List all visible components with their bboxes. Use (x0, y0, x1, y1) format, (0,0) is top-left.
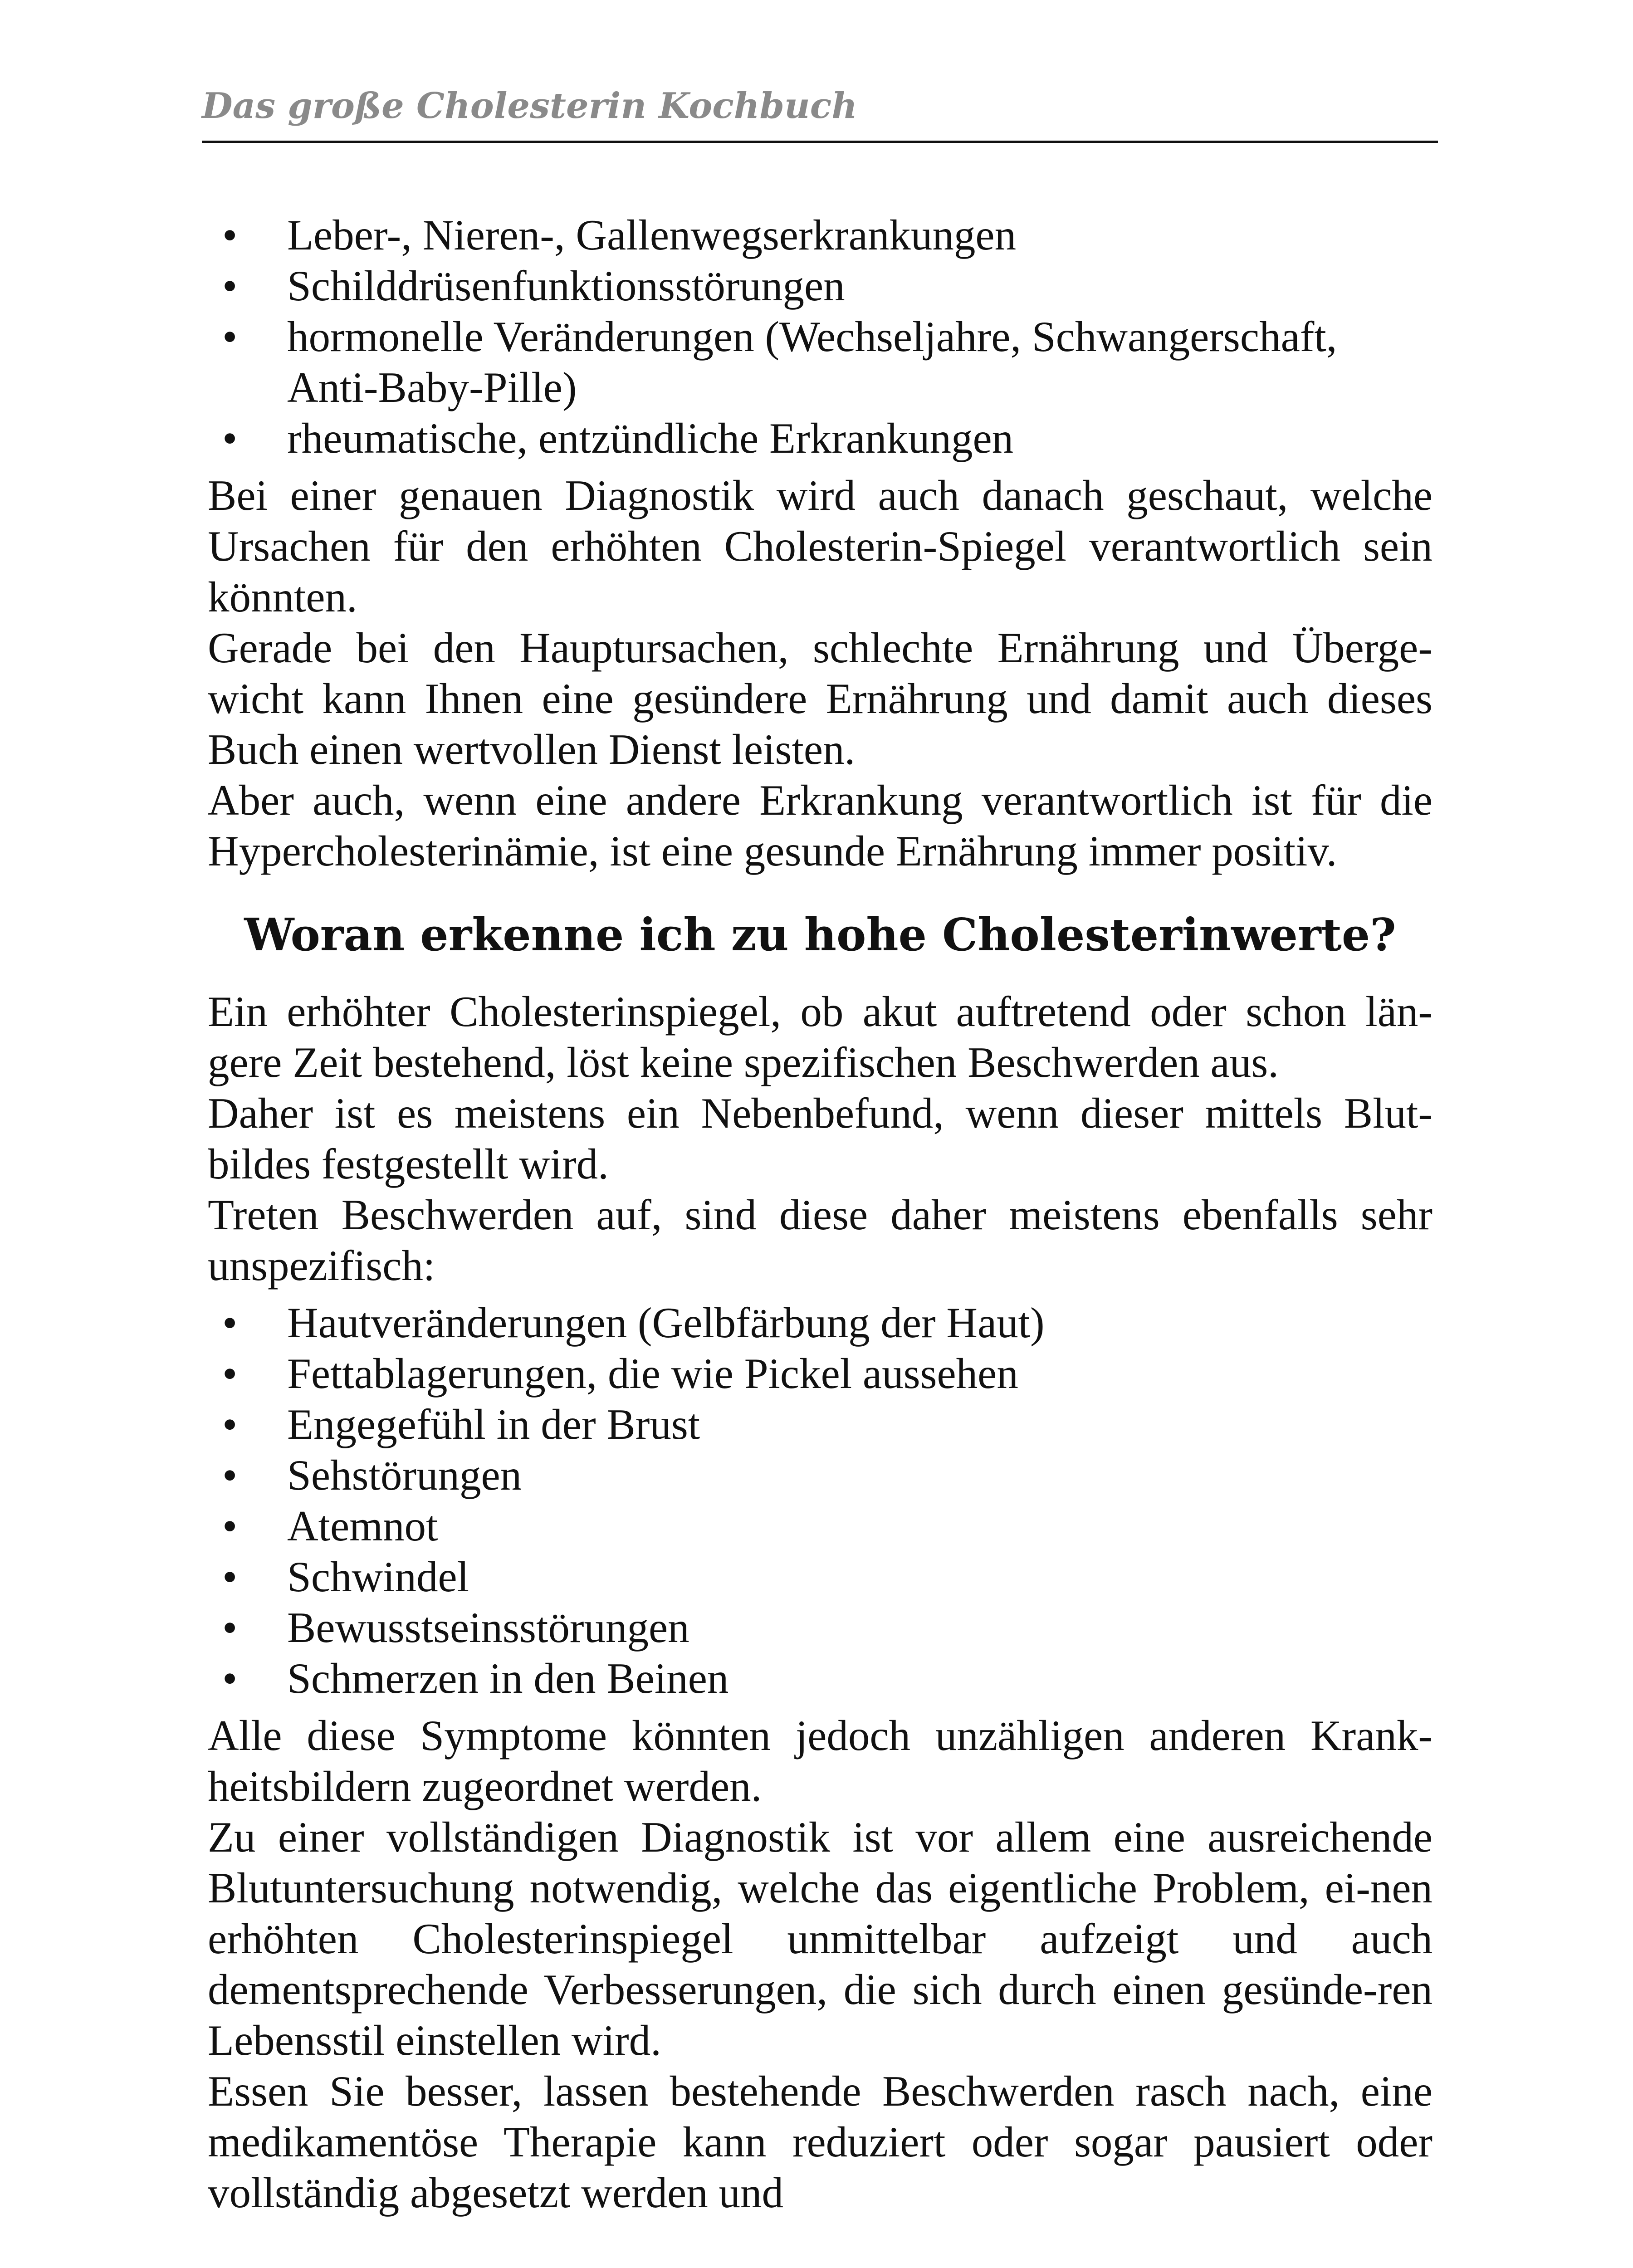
list-item (208, 1450, 1433, 1501)
paragraph: Aber auch, wenn eine andere Erkrankung verantwortlich ist für die Hypercholesterinämie, ist eine gesunde Ernährung immer positiv. (208, 776, 1433, 875)
bullet-icon: • (222, 1502, 238, 1550)
causes-list (208, 210, 1433, 464)
bullet-icon: • (222, 1400, 238, 1448)
symptoms-list (208, 1297, 1433, 1704)
list-item-text: rheumatische, entzündliche Erkrankungen (287, 414, 1014, 462)
bullet-icon: • (222, 1603, 238, 1652)
list-item (208, 311, 1433, 413)
bullet-icon: • (222, 1349, 238, 1398)
list-item (208, 1602, 1433, 1653)
list-item-text: Schmerzen in den Beinen (287, 1654, 729, 1702)
list-item-text: Schilddrüsenfunktionsstörungen (287, 262, 845, 310)
list-item (208, 1551, 1433, 1602)
list-item-text: Leber-, Nieren-, Gallenwegserkrankungen (287, 211, 1017, 259)
bullet-icon: • (222, 1654, 238, 1702)
bullet-icon: • (222, 262, 238, 310)
paragraph: Treten Beschwerden auf, sind diese daher meistens ebenfalls sehr unspezifisch: (208, 1191, 1433, 1290)
list-item-text: Bewusstseinsstörungen (287, 1603, 689, 1652)
list-item (208, 1501, 1433, 1551)
list-item-text: Fettablagerungen, die wie Pickel aussehen (287, 1349, 1018, 1398)
paragraph: Zu einer vollständigen Diagnostik ist vor allem eine ausreichende Blutuntersuchung notwendig, welche das eigentliche Problem, ei-nen erhöhten Cholesterinspiegel unmittelbar aufzeigt und auch dementsprechende Verbesserungen, die sich durch einen gesünde-ren Lebensstil einstellen wird. (208, 1813, 1433, 2064)
list-item (208, 413, 1433, 464)
list-item (208, 1348, 1433, 1399)
list-item (208, 1297, 1433, 1348)
list-item (208, 1399, 1433, 1450)
bullet-icon: • (222, 211, 238, 259)
list-item (208, 210, 1433, 260)
running-header-title: Das große Cholesterin Kochbuch (202, 85, 857, 127)
list-item (208, 260, 1433, 311)
paragraph: Essen Sie besser, lassen bestehende Beschwerden rasch nach, eine medikamentöse Therapie kann reduziert oder sogar pausiert oder vollständig abgesetzt werden und (208, 2067, 1433, 2217)
bullet-icon: • (222, 414, 238, 462)
list-item (208, 1653, 1433, 1704)
section-heading: Woran erkenne ich zu hohe Cholesterinwerte? (244, 909, 1396, 961)
page-body (208, 210, 1433, 2218)
bullet-icon: • (222, 313, 238, 361)
header-rule (202, 141, 1438, 143)
paragraph: Bei einer genauen Diagnostik wird auch danach geschaut, welche Ursachen für den erhöhten Cholesterin-Spiegel verantwortlich sein könnten. (208, 471, 1433, 621)
list-item-text: Sehstörungen (287, 1451, 522, 1499)
list-item-text: Hautveränderungen (Gelbfärbung der Haut) (287, 1299, 1045, 1347)
list-item-text: Engegefühl in der Brust (287, 1400, 700, 1448)
paragraph: Daher ist es meistens ein Nebenbefund, wenn dieser mittels Blut-bildes festgestellt wird. (208, 1089, 1433, 1188)
list-item-text: Atemnot (287, 1502, 438, 1550)
paragraph: Ein erhöhter Cholesterinspiegel, ob akut auftretend oder schon län-gere Zeit bestehend, löst keine spezifischen Beschwerden aus. (208, 987, 1433, 1086)
paragraph: Alle diese Symptome könnten jedoch unzähligen anderen Krank-heitsbildern zugeordnet werden. (208, 1711, 1433, 1810)
paragraph: Gerade bei den Hauptursachen, schlechte Ernährung und Überge-wicht kann Ihnen eine gesündere Ernährung und damit auch dieses Buch einen wertvollen Dienst leisten. (208, 624, 1433, 773)
bullet-icon: • (222, 1451, 238, 1499)
list-item-text: hormonelle Veränderungen (Wechseljahre, Schwangerschaft, Anti-Baby-Pille) (287, 313, 1337, 411)
list-item-text: Schwindel (287, 1553, 469, 1601)
bullet-icon: • (222, 1299, 238, 1347)
bullet-icon: • (222, 1553, 238, 1601)
